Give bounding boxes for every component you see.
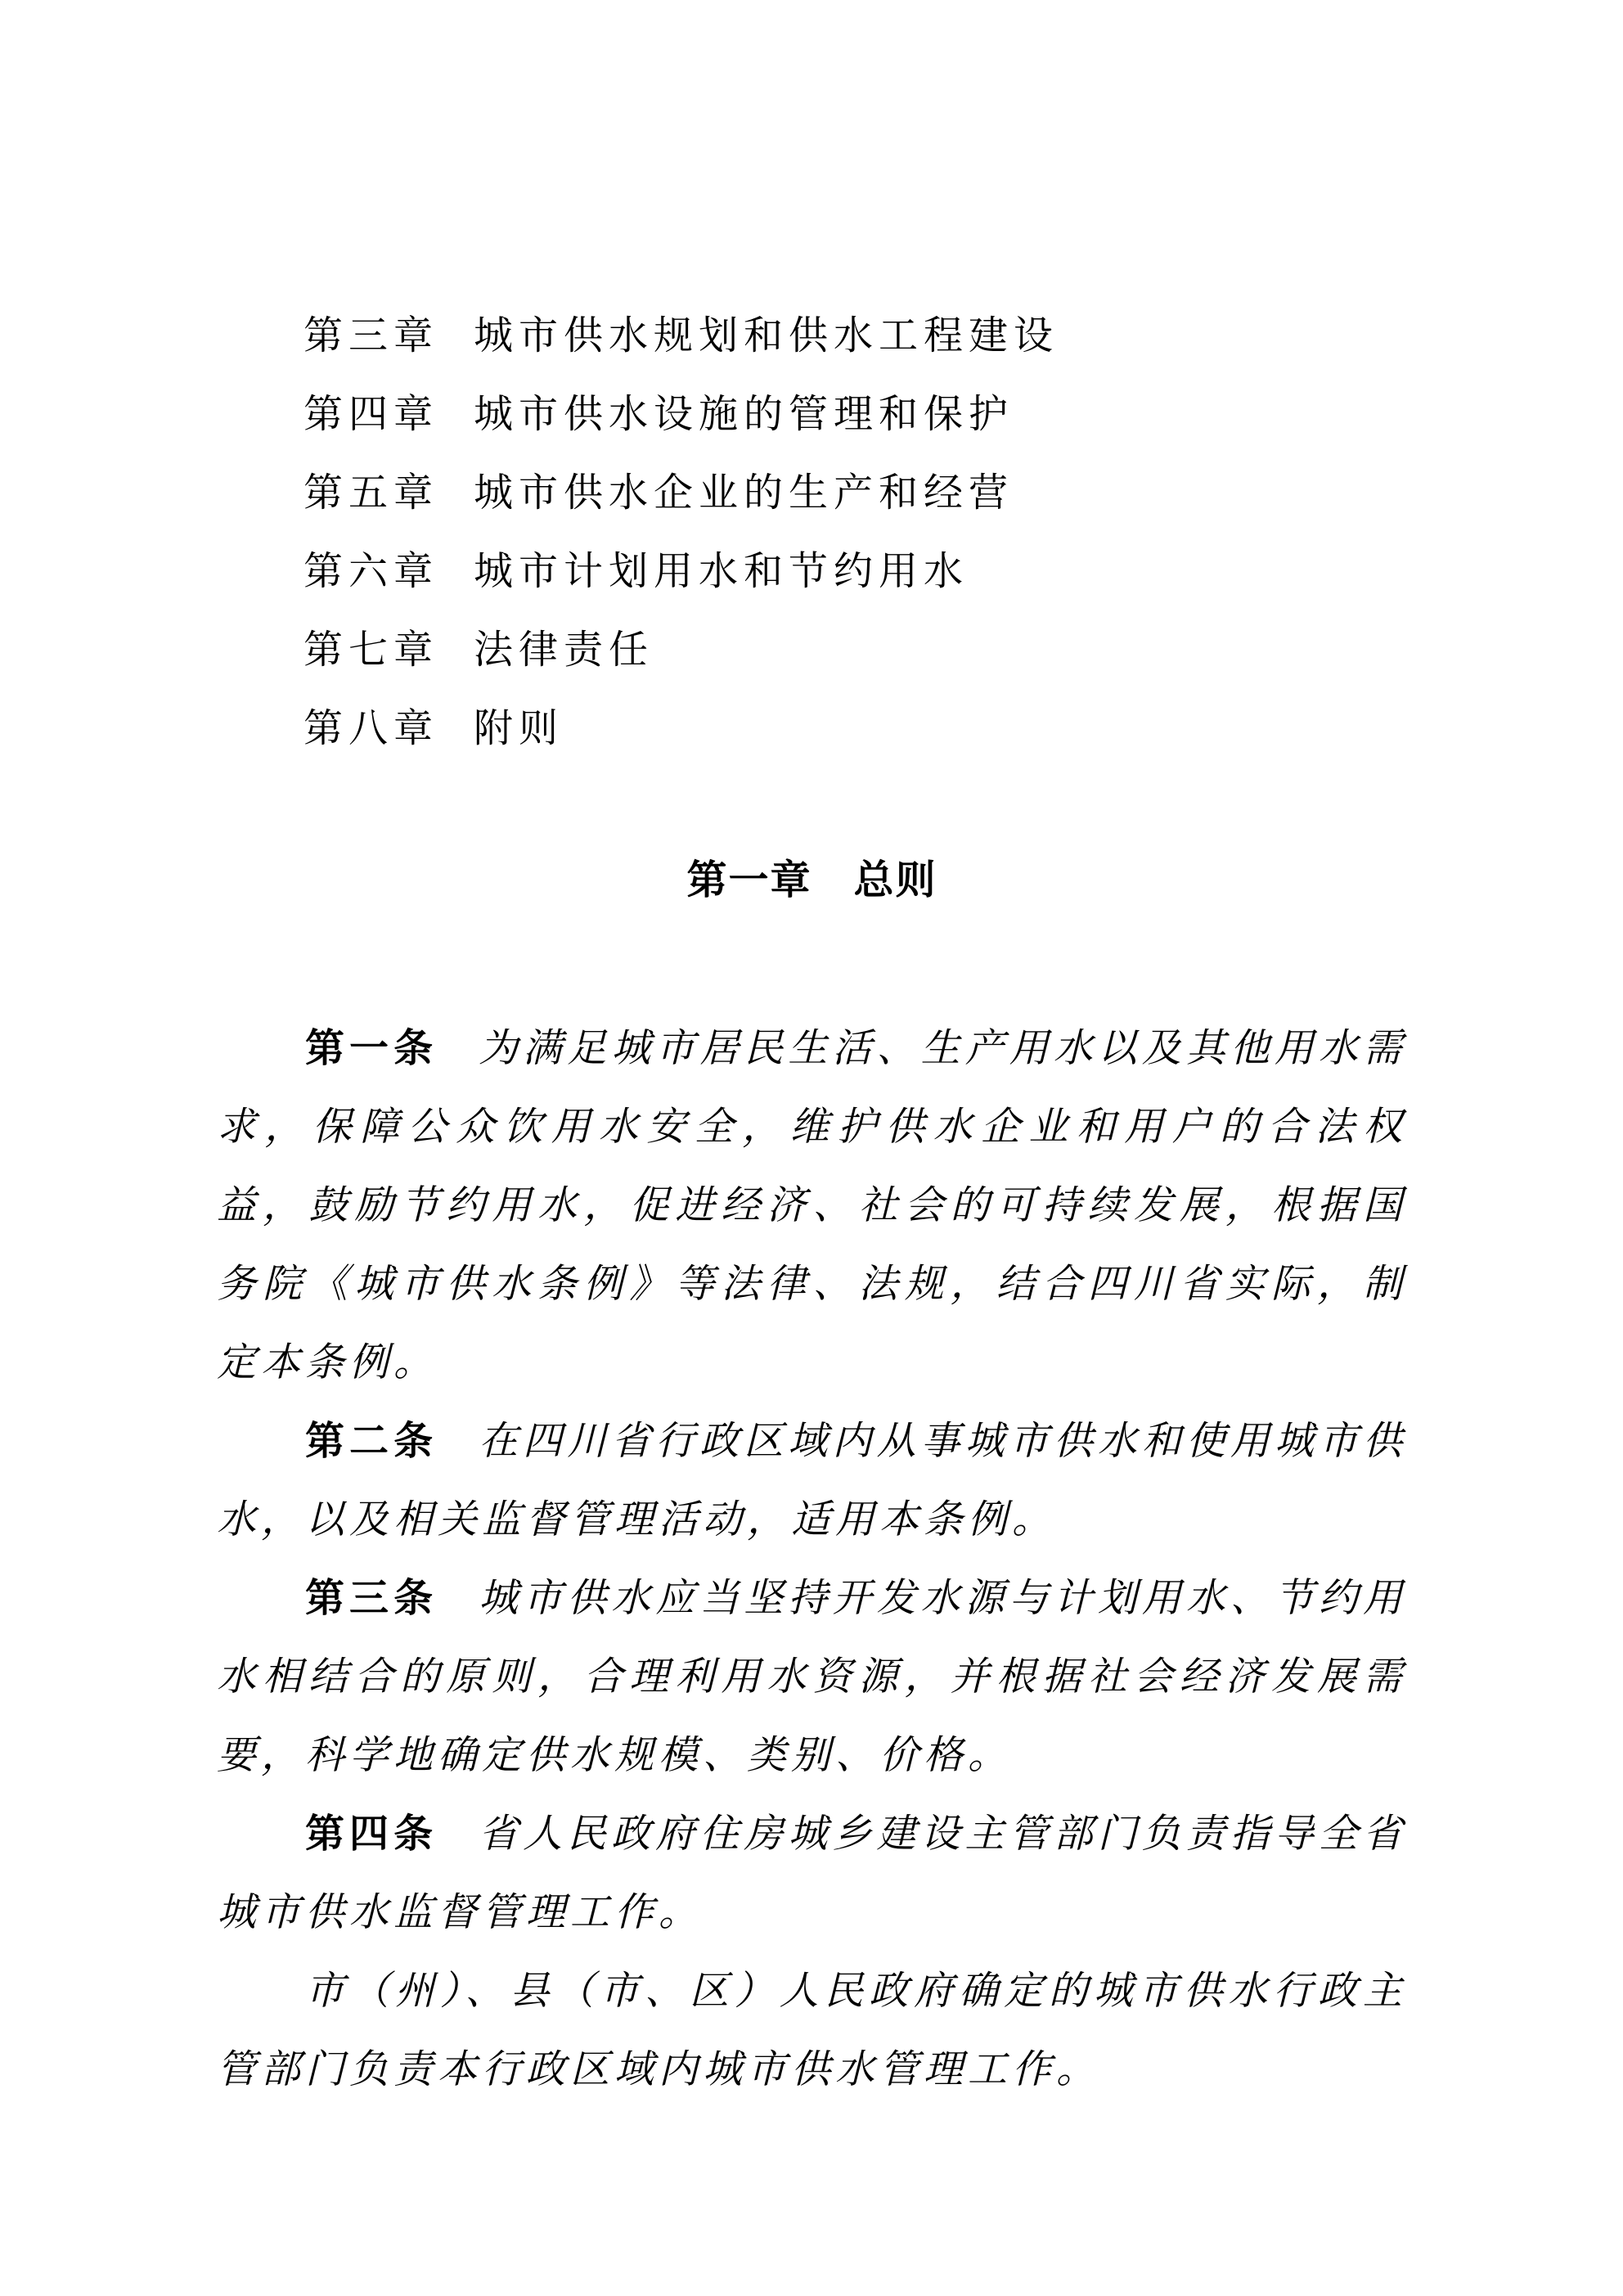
toc-chapter-label: 第五章 bbox=[303, 471, 439, 515]
article-1-text: 为满足城市居民生活、生产用水以及其他用水需求，保障公众饮用水安全，维护供水企业和用户的合法权益，鼓励节约用水，促进经济、社会的可持续发展，根据国务院《城市供水条例》等法律、法规，结合四川省实际，制定本条例。 bbox=[217, 1027, 1407, 1384]
table-of-contents bbox=[303, 297, 1059, 768]
toc-item-chapter-3 bbox=[303, 297, 1059, 376]
article-3-text: 城市供水应当坚持开发水源与计划用水、节约用水相结合的原则，合理利用水资源，并根据社会经济发展需要，科学地确定供水规模、类别、价格。 bbox=[217, 1577, 1407, 1777]
toc-chapter-label: 第三章 bbox=[303, 314, 439, 358]
article-1-label: 第一条 bbox=[305, 1027, 438, 1070]
article-4-label: 第四条 bbox=[305, 1812, 438, 1856]
toc-chapter-title: 城市供水规划和供水工程建设 bbox=[474, 314, 1059, 358]
toc-item-chapter-6 bbox=[303, 533, 1059, 611]
toc-item-chapter-5 bbox=[303, 454, 1059, 533]
toc-chapter-label: 第八章 bbox=[303, 707, 439, 750]
toc-chapter-title: 附则 bbox=[474, 707, 564, 750]
toc-chapter-label: 第七章 bbox=[303, 628, 439, 672]
article-4-paragraph-2 bbox=[217, 1952, 1407, 2109]
article-1-paragraph bbox=[217, 1010, 1407, 1402]
toc-chapter-title: 法律责任 bbox=[474, 628, 654, 672]
article-4-paragraph-2-text: 市（州）、县（市、区）人民政府确定的城市供水行政主管部门负责本行政区域内城市供水管理工作。 bbox=[217, 1970, 1407, 2091]
article-2-label: 第二条 bbox=[305, 1420, 438, 1463]
chapter-1-heading: 第一章 总则 bbox=[686, 858, 937, 903]
article-4-paragraph bbox=[217, 1795, 1407, 1952]
article-4-text: 省人民政府住房城乡建设主管部门负责指导全省城市供水监督管理工作。 bbox=[217, 1812, 1407, 1934]
article-3-label: 第三条 bbox=[305, 1577, 438, 1620]
toc-item-chapter-4 bbox=[303, 376, 1059, 454]
toc-chapter-title: 城市计划用水和节约用水 bbox=[474, 550, 969, 593]
toc-item-chapter-8 bbox=[303, 690, 1059, 768]
toc-chapter-label: 第四章 bbox=[303, 393, 439, 436]
article-2-paragraph bbox=[217, 1402, 1407, 1560]
article-3-paragraph bbox=[217, 1560, 1407, 1795]
article-2-text: 在四川省行政区域内从事城市供水和使用城市供水，以及相关监督管理活动，适用本条例。 bbox=[217, 1420, 1407, 1542]
toc-chapter-label: 第六章 bbox=[303, 550, 439, 593]
toc-item-chapter-7 bbox=[303, 611, 1059, 690]
toc-chapter-title: 城市供水企业的生产和经营 bbox=[474, 471, 1014, 515]
chapter-1-body bbox=[217, 1010, 1407, 2109]
toc-chapter-title: 城市供水设施的管理和保护 bbox=[474, 393, 1014, 436]
